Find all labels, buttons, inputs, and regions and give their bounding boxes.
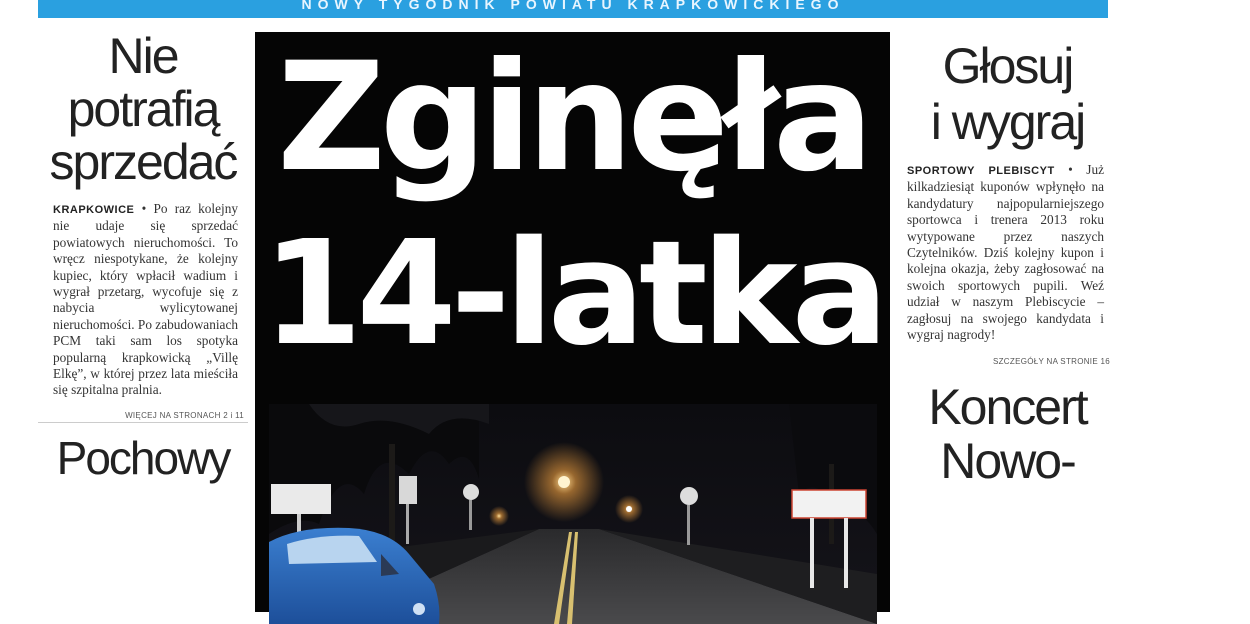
right-headline-2-line: Koncert (928, 379, 1087, 436)
bullet: • (1068, 162, 1087, 177)
masthead-band: NOWY TYGODNIK POWIATU KRAPKOWICKIEGO (38, 0, 1108, 18)
left-headline-2[interactable]: Pochowy (56, 431, 230, 484)
lead-headline[interactable] (255, 31, 890, 377)
left-headline-line: potrafią (67, 81, 219, 137)
left-headline-line: sprzedać (49, 134, 237, 190)
right-column (905, 30, 1110, 488)
lead-headline-line-2: 14-latka (262, 209, 883, 377)
right-kicker: SPORTOWY PLEBISCYT (907, 165, 1055, 177)
right-headline[interactable] (905, 38, 1110, 150)
right-headline-2-line: Nowo- (940, 433, 1075, 490)
bullet: • (141, 201, 154, 216)
left-headline[interactable] (38, 30, 248, 189)
left-kicker: KRAPKOWICE (53, 204, 135, 216)
right-headline-2[interactable] (905, 380, 1110, 488)
right-body-text: Już kilkadziesiąt kuponów wpłynęło na kandydatury najpopularniejszego sportowca i trenera 2013 roku wytypowane przez naszych Czytelników. Dziś kolejny kupon i kolejna okazja, żeby zagłosować na swoich sportowych pupili. Weź udział w naszym Plebiscycie – zagłosuj na swojego kandydata i wygraj nagrody! (907, 162, 1105, 343)
left-headline-line: Nie (108, 28, 178, 84)
left-column (38, 30, 248, 483)
left-more-link[interactable]: WIĘCEJ NA STRONACH 2 i 11 (125, 410, 244, 420)
right-headline-line: i wygraj (930, 94, 1085, 150)
right-more-link[interactable]: SZCZEGÓŁY NA STRONIE 16 (992, 357, 1110, 367)
divider (38, 422, 248, 423)
right-headline-line: Głosuj (942, 38, 1073, 94)
right-article-body (905, 162, 1110, 343)
left-article-body (38, 201, 248, 399)
left-body-text: Po raz kolejny nie udaje się sprzedać powiatowych nieruchomości. To wręcz niespotykane, że kolejny kupiec, który wpłacił wadium i wygrał przetarg, wycofuje się z nabycia wylicytowanej nieruchomości. Po zabudowaniach PCM taki sam los spotyka popularną krapkowicką „Villę Elkę”, w której przez lata mieściła się szpitalna pralnia. (53, 201, 239, 398)
lead-photo[interactable] (269, 404, 877, 624)
lead-story (255, 32, 890, 612)
lead-headline-line-1: Zginęła (277, 31, 868, 205)
night-road-photo (269, 404, 877, 624)
